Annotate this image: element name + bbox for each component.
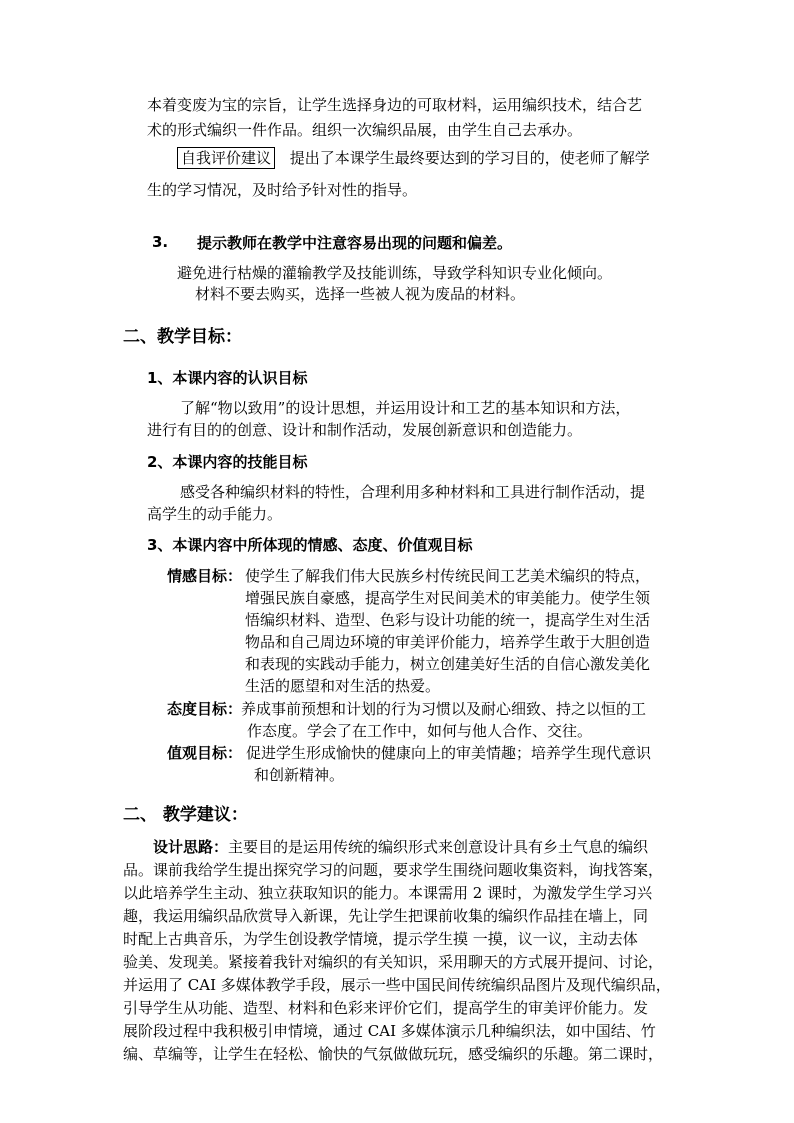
cognitive-goal-heading: 1、本课内容的认识目标 — [147, 369, 308, 387]
cognitive-goal-line-1: 了解“物以致用”的设计思想，并运用设计和工艺的基本知识和方法， — [180, 399, 631, 417]
intro-line-2: 术的形式编织一件作品。组织一次编织品展，由学生自己去承办。 — [147, 121, 583, 139]
attitude-goal-label: 态度目标： — [167, 700, 243, 718]
emotion-goal-label: 情感目标： — [167, 567, 243, 585]
suggestions-line: 品。课前我给学生提出探究学习的问题，要求学生围绕问题收集资料，询找答案， — [123, 861, 664, 879]
goals-heading: 二、教学目标： — [123, 327, 242, 347]
suggestions-line: 时配上古典音乐，为学生创设教学情境，提示学生摸 一摸，议一议，主动去体 — [123, 930, 638, 948]
section-3-line-1: 避免进行枯燥的灌输教学及技能训练，导致学科知识专业化倾向。 — [177, 264, 613, 282]
suggestions-line-1 — [153, 837, 648, 857]
value-goal-label: 值观目标： — [167, 744, 243, 762]
affective-goal-heading: 3、本课内容中所体现的情感、态度、价值观目标 — [147, 536, 473, 554]
section-3-heading: 提示教师在教学中注意容易出现的问题和偏差。 — [197, 234, 513, 252]
section-3-line-2: 材料不要去购买，选择一些被人视为废品的材料。 — [195, 285, 526, 303]
intro-line-1: 本着变废为宝的宗旨，让学生选择身边的可取材料，运用编织技术，结合艺 — [147, 96, 643, 114]
value-goal-line: 促进学生形成愉快的健康向上的审美情趣；培养学生现代意识 — [246, 744, 652, 762]
attitude-goal-line: 养成事前预想和计划的行为习惯以及耐心细致、持之以恒的工 — [241, 700, 647, 718]
emotion-goal-line: 增强民族自豪感，提高学生对民间美术的审美能力。使学生领 — [245, 589, 651, 607]
suggestions-line: 以此培养学生主动、独立获取知识的能力。本课需用 2 课时，为激发学生学习兴 — [123, 884, 653, 902]
section-3-number: 3. — [152, 233, 169, 251]
value-goal-line: 和创新精神。 — [254, 766, 345, 784]
attitude-goal-line: 作态度。学会了在工作中，如何与他人合作、交往。 — [247, 722, 593, 740]
intro-line-3 — [177, 148, 650, 168]
emotion-goal-line: 生活的愿望和对生活的热爱。 — [245, 677, 441, 695]
suggestions-line: 展阶段过程中我积极引申情境，通过 CAI 多媒体演示几种编织法，如中国结、竹 — [123, 1022, 656, 1040]
skill-goal-line-1: 感受各种编织材料的特性，合理利用多种材料和工具进行制作活动，提 — [180, 483, 646, 501]
design-idea-text: 主要目的是运用传统的编织形式来创意设计具有乡土气息的编织 — [228, 838, 649, 856]
suggestions-heading: 二、 教学建议： — [123, 805, 248, 825]
skill-goal-heading: 2、本课内容的技能目标 — [147, 453, 308, 471]
suggestions-line: 趣，我运用编织品欣赏导入新课，先让学生把课前收集的编织作品挂在墙上，同 — [123, 907, 649, 925]
suggestions-line: 验美、发现美。紧接着我针对编织的有关知识，采用聊天的方式展开提问、讨论， — [123, 953, 664, 971]
intro-line-4: 生的学习情况，及时给予针对性的指导。 — [147, 181, 418, 199]
design-idea-label: 设计思路： — [153, 838, 229, 856]
suggestions-line: 编、草编等，让学生在轻松、愉快的气氛做做玩玩，感受编织的乐趣。第二课时， — [123, 1045, 664, 1063]
suggestions-line: 并运用了 CAI 多媒体教学手段，展示一些中国民间传统编织品图片及现代编织品， — [123, 976, 671, 994]
self-evaluation-box: 自我评价建议 — [177, 147, 275, 169]
skill-goal-line-2: 高学生的动手能力。 — [147, 505, 283, 523]
emotion-goal-line: 和表现的实践动手能力，树立创建美好生活的自信心激发美化 — [245, 655, 651, 673]
emotion-goal-line: 悟编织材料、造型、色彩与设计功能的统一，提高学生对生活 — [245, 611, 651, 629]
intro-line-3-text: 提出了本课学生最终要达到的学习目的，使老师了解学 — [289, 149, 650, 167]
emotion-goal-line: 物品和自己周边环境的审美评价能力，培养学生敢于大胆创造 — [245, 633, 651, 651]
emotion-goal-line: 使学生了解我们伟大民族乡村传统民间工艺美术编织的特点， — [245, 567, 651, 585]
cognitive-goal-line-2: 进行有目的的创意、设计和制作活动，发展创新意识和创造能力。 — [147, 421, 583, 439]
suggestions-line: 引导学生从功能、造型、材料和色彩来评价它们，提高学生的审美评价能力。发 — [123, 999, 649, 1017]
